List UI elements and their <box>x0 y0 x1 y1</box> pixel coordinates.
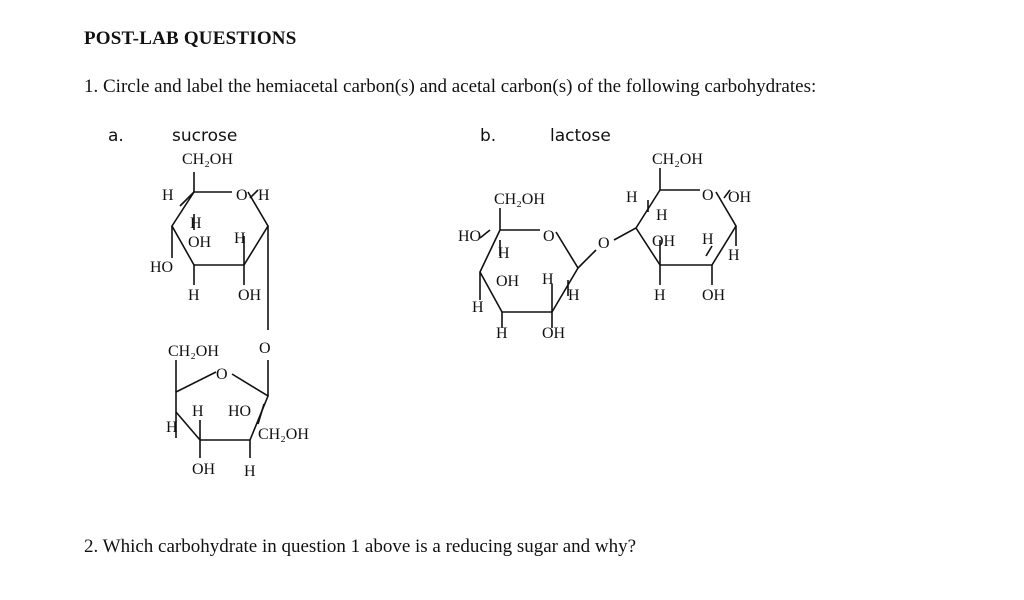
atom-h: H <box>166 419 178 436</box>
glycosidic-oxygen: O <box>259 340 271 357</box>
atom-h: H <box>498 245 510 262</box>
atom-oh: OH <box>652 233 676 250</box>
atom-h: H <box>568 287 580 304</box>
question-1-text: 1. Circle and label the hemiacetal carbon(s) and acetal carbon(s) of the following carbohydrates: <box>84 76 817 97</box>
atom-ho: HO <box>458 228 482 245</box>
atom-oh: OH <box>496 273 520 290</box>
atom-h: H <box>626 189 638 206</box>
sucrose-fru-ch2oh: CH₂OH <box>168 343 219 360</box>
atom-h: H <box>654 287 666 304</box>
atom-oh: OH <box>728 189 752 206</box>
ring-oxygen: O <box>543 228 555 245</box>
ring-oxygen: O <box>216 366 228 383</box>
ring-oxygen: O <box>702 187 714 204</box>
part-b-letter: b. <box>480 126 497 146</box>
atom-oh: OH <box>188 234 212 251</box>
atom-ho: HO <box>150 259 174 276</box>
atom-ch2oh: CH₂OH <box>258 426 309 443</box>
part-a-name: sucrose <box>172 126 238 146</box>
sucrose-glu-ch2oh: CH₂OH <box>182 151 233 168</box>
atom-h: H <box>258 187 270 204</box>
atom-oh: OH <box>238 287 262 304</box>
question-2-text: 2. Which carbohydrate in question 1 above is a reducing sugar and why? <box>84 536 637 557</box>
lactose-glc-ch2oh: CH₂OH <box>494 191 545 208</box>
atom-h: H <box>496 325 508 342</box>
atom-h: H <box>234 230 246 247</box>
atom-h: H <box>542 271 554 288</box>
atom-oh: OH <box>542 325 566 342</box>
atom-h: H <box>188 287 200 304</box>
part-a-letter: a. <box>108 126 124 146</box>
atom-h: H <box>728 247 740 264</box>
atom-oh: OH <box>192 461 216 478</box>
atom-h: H <box>244 463 256 480</box>
page-title: POST-LAB QUESTIONS <box>84 28 297 49</box>
lactose-gal-ch2oh: CH₂OH <box>652 151 703 168</box>
glycosidic-oxygen: O <box>598 235 610 252</box>
atom-h: H <box>702 231 714 248</box>
atom-oh: OH <box>702 287 726 304</box>
atom-h: H <box>656 207 668 224</box>
atom-h: H <box>190 215 202 232</box>
atom-h: H <box>162 187 174 204</box>
atom-h: H <box>472 299 484 316</box>
part-b-name: lactose <box>550 126 611 146</box>
atom-ho: HO <box>228 403 252 420</box>
ring-oxygen: O <box>236 187 248 204</box>
atom-h: H <box>192 403 204 420</box>
